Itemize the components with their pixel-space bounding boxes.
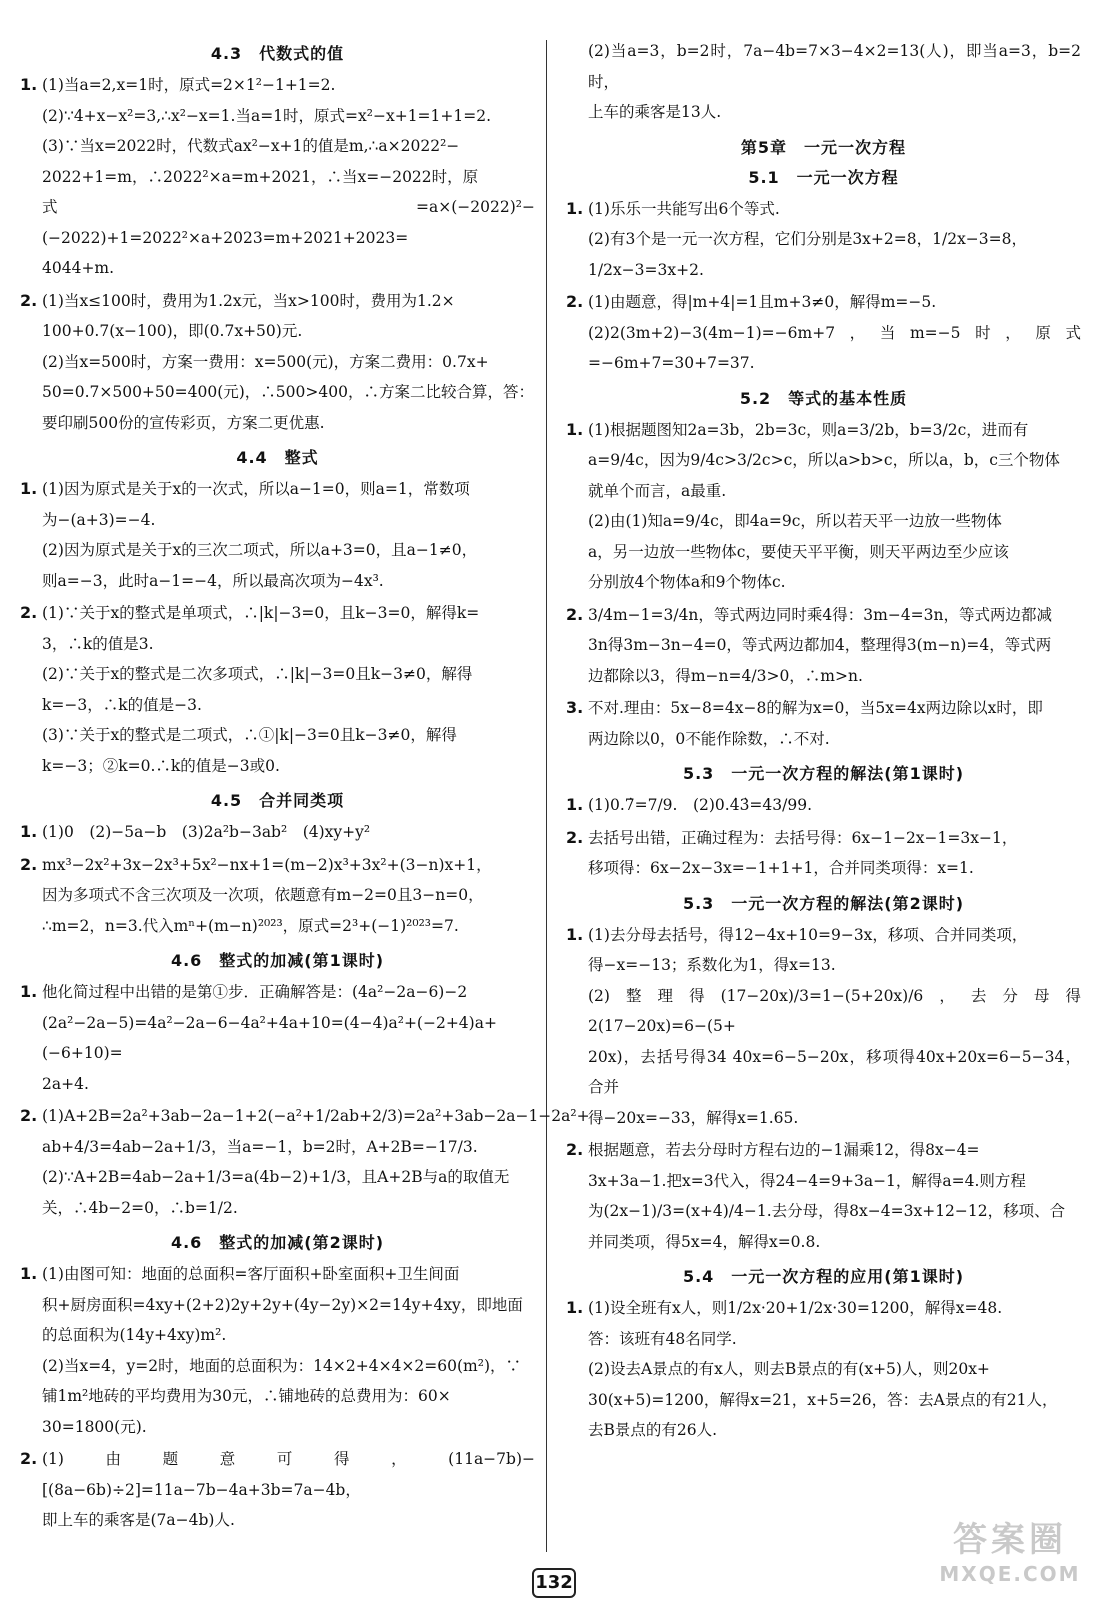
- answer-line: 即上车的乘客是(7a−4b)人.: [42, 1511, 235, 1529]
- answer-line: 得−20x=−33，解得x=1.65.: [588, 1108, 799, 1127]
- question-number: 1.: [566, 198, 584, 218]
- question-number: 2.: [566, 1140, 584, 1159]
- question-item: [566, 415, 1081, 598]
- answer-line: k=−3；②k=0.∴k的值是−3或0.: [42, 756, 280, 775]
- question-number: 2.: [566, 827, 584, 847]
- question-number: 2.: [20, 1106, 38, 1125]
- question-item: [20, 1259, 535, 1442]
- answer-line: a=9/4c，因为9/4c>3/2c>c，所以a>b>c，所以a，b，c三个物体: [588, 451, 1060, 469]
- section-title: 4.3 代数式的值: [210, 44, 345, 63]
- watermark-logo: [930, 1518, 1090, 1592]
- answer-line: 铺1m²地砖的平均费用为30元，∴铺地砖的总费用为：60×: [42, 1387, 451, 1405]
- answer-line: 为−(a+3)=−4.: [42, 510, 156, 529]
- question-item: [20, 1444, 535, 1536]
- question-number: 2.: [566, 292, 584, 311]
- answer-line: ∴m=2，n=3.代入mⁿ+(m−n)²⁰²³，原式=2³+(−1)²⁰²³=7.: [42, 916, 459, 935]
- answer-line: 20x)，去括号得34 40x=6−5−20x，移项得40x+20x=6−5−34，合并: [588, 1047, 1081, 1096]
- answer-line: (1)由题意可得，(11a−7b)−[(8a−6b)÷2]=11a−7b−4a+3b=7a−4b，: [42, 1450, 535, 1499]
- answer-line: (1)因为原式是关于x的一次式，所以a−1=0，则a=1，常数项: [42, 480, 470, 498]
- answer-line: (2)因为原式是关于x的三次二项式，所以a+3=0，且a−1≠0，: [42, 541, 478, 559]
- answer-line: 答：该班有48名同学.: [588, 1329, 737, 1348]
- question-item: [566, 1293, 1081, 1446]
- question-item: [20, 850, 535, 942]
- question-item: [20, 598, 535, 781]
- answer-line: (2)2(3m+2)−3(4m−1)=−6m+7，当m=−5时，原式=−6m+7=30+7=37.: [588, 323, 1081, 372]
- answer-line: mx³−2x²+3x−2x³+5x²−nx+1=(m−2)x³+3x²+(3−n)x+1，: [42, 855, 492, 874]
- answer-line: 两边除以0，0不能作除数，∴不对.: [588, 729, 830, 748]
- question-number: 1.: [20, 982, 38, 1001]
- section-title: 4.4 整式: [236, 448, 319, 467]
- answer-line: 关，∴4b−2=0，∴b=1/2.: [42, 1198, 238, 1217]
- answer-line: ab+4/3=4ab−2a+1/3，当a=−1，b=2时，A+2B=−17/3.: [42, 1137, 478, 1156]
- column-divider: [546, 40, 547, 1552]
- answer-line: 3，∴k的值是3.: [42, 634, 154, 653]
- answer-line: 100+0.7(x−100)，即(0.7x+50)元.: [42, 322, 303, 340]
- section-title: 5.3 一元一次方程的解法(第1课时): [682, 764, 965, 783]
- question-number: 1.: [566, 795, 584, 814]
- answer-line: 边都除以3，得m−n=4/3>0，∴m>n.: [588, 666, 863, 685]
- answer-line: (1)A+2B=2a²+3ab−2a−1+2(−a²+1/2ab+2/3)=2a²+3ab−2a−1−2a²+: [42, 1107, 590, 1125]
- answer-line: (1)0.7̇=7/9. (2)0.4̇3̇=43/99.: [588, 796, 813, 814]
- question-number: 2.: [20, 290, 38, 310]
- answer-line: a，另一边放一些物体c，要使天平平衡，则天平两边至少应该: [588, 542, 1009, 561]
- answer-line: (3)∵关于x的整式是二项式，∴①|k|−3=0且k−3≠0，解得: [42, 726, 457, 744]
- answer-line: 1/2x−3=3x+2.: [588, 260, 704, 279]
- answer-line: 3/4m−1=3/4n，等式两边同时乘4得：3m−4=3n，等式两边都减: [588, 605, 1053, 624]
- section-title: 4.5 合并同类项: [210, 791, 345, 810]
- chapter-title: 第5章 一元一次方程: [740, 137, 907, 157]
- answer-line: (2)当x=4，y=2时，地面的总面积为：14×2+4×4×2=60(m²)，∵: [42, 1356, 521, 1375]
- answer-line: 2a+4.: [42, 1074, 89, 1093]
- question-item: [566, 823, 1081, 884]
- answer-line: k=−3，∴k的值是−3.: [42, 695, 202, 714]
- continued-answer: [566, 36, 1081, 128]
- question-number: 1.: [566, 1298, 584, 1317]
- question-item: [566, 790, 1081, 821]
- watermark-logo-text: 答案圈: [953, 1520, 1067, 1560]
- answer-line: 3n得3m−3n−4=0，等式两边都加4，整理得3(m−n)=4，等式两: [588, 636, 1052, 654]
- answer-line: 2022+1=m，∴2022²×a=m+2021，∴当x=−2022时，原: [42, 167, 479, 186]
- answer-line: (1)当a=2,x=1时，原式=2×1²−1+1=2.: [42, 76, 336, 94]
- answer-line: (1)当x≤100时，费用为1.2x元，当x>100时，费用为1.2×: [42, 291, 455, 310]
- section-title: 4.6 整式的加减(第2课时): [170, 1233, 385, 1252]
- left-column: [20, 34, 590, 1538]
- answer-line: (2)当a=3，b=2时，7a−4b=7×3−4×2=13(人)，即当a=3，b=2时，: [588, 42, 1081, 91]
- question-item: [20, 70, 535, 284]
- question-number: 1.: [566, 419, 584, 439]
- answer-line: 30(x+5)=1200，解得x=21，x+5=26，答：去A景点的有21人，: [588, 1390, 1058, 1409]
- question-item: [566, 1135, 1081, 1257]
- question-number: 1.: [20, 479, 38, 498]
- section-title: 5.1 一元一次方程: [748, 167, 899, 187]
- answer-line: 去B景点的有26人.: [588, 1421, 718, 1439]
- answer-line: (2)由(1)知a=9/4c，即4a=9c，所以若天平一边放一些物体: [588, 512, 1002, 530]
- answer-line: (2)∵4+x−x²=3,∴x²−x=1.当a=1时，原式=x²−x+1=1+1=2.: [42, 106, 492, 125]
- section-title: 5.2 等式的基本性质: [739, 388, 908, 408]
- page-number: 132: [532, 1568, 576, 1598]
- answer-line: (2)整理得(17−20x)/3=1−(5+20x)/6，去分母得2(17−20x)=6−(5+: [588, 986, 1081, 1035]
- answer-line: (1)0 (2)−5a−b (3)2a²b−3ab² (4)xy+y²: [42, 823, 371, 841]
- answer-line: 30=1800(元).: [42, 1417, 147, 1436]
- section-title: 5.3 一元一次方程的解法(第2课时): [682, 893, 965, 913]
- answer-line: (1)根据题图知2a=3b，2b=3c，则a=3/2b，b=3/2c，进而有: [588, 420, 1029, 439]
- answer-line: 分别放4个物体a和9个物体c.: [588, 573, 786, 591]
- question-item: [20, 1101, 590, 1223]
- question-number: 1.: [20, 75, 38, 94]
- answer-line: 为(2x−1)/3=(x+4)/4−1.去分母，得8x−4=3x+12−12，移项、合: [588, 1202, 1066, 1220]
- answer-line: 就单个而言，a最重.: [588, 481, 727, 500]
- question-number: 2.: [20, 603, 38, 622]
- answer-line: (2)设去A景点的有x人，则去B景点的有(x+5)人，则20x+: [588, 1360, 990, 1378]
- section-title: 5.4 一元一次方程的应用(第1课时): [682, 1267, 965, 1286]
- question-item: [566, 600, 1081, 692]
- question-number: 1.: [20, 1264, 38, 1283]
- answer-line: 他化简过程中出错的是第①步．正确解答是：(4a²−2a−6)−2: [42, 983, 468, 1001]
- question-number: 2.: [20, 1449, 38, 1468]
- question-item: [20, 474, 535, 596]
- answer-line: (2)∵A+2B=4ab−2a+1/3=a(4b−2)+1/3，且A+2B与a的取值无: [42, 1168, 510, 1186]
- answer-line: (3)∵当x=2022时，代数式ax²−x+1的值是m,∴a×2022²−: [42, 137, 460, 155]
- question-item: [566, 194, 1081, 286]
- section-title: 4.6 整式的加减(第1课时): [170, 951, 385, 970]
- question-number: 2.: [20, 854, 38, 874]
- answer-line: 式=a×(−2022)²−(−2022)+1=2022²×a+2023=m+2021+2023=: [42, 198, 535, 247]
- answer-line: 则a=−3，此时a−1=−4，所以最高次项为−4x³.: [42, 571, 384, 590]
- answer-line: 积+厨房面积=4xy+(2+2)2y+2y+(4y−2y)×2=14y+4xy，即地面: [42, 1295, 523, 1314]
- answer-line: (1)乐乐一共能写出6个等式.: [588, 199, 780, 218]
- answer-line: (1)由题意，得|m+4|=1且m+3≠0，解得m=−5.: [588, 293, 937, 311]
- answer-line: (1)由图可知：地面的总面积=客厅面积+卧室面积+卫生间面: [42, 1265, 460, 1283]
- answer-line: 不对.理由：5x−8=4x−8的解为x=0，当5x=4x两边除以x时，即: [588, 699, 1043, 717]
- answer-line: 50=0.7×500+50=400(元)，∴500>400，∴方案二比较合算，答：: [42, 383, 534, 401]
- answer-line: 因为多项式不含三次项及一次项，依题意有m−2=0且3−n=0，: [42, 886, 484, 904]
- question-item: [20, 977, 535, 1099]
- answer-line: (1)设全班有x人，则1/2x·20+1/2x·30=1200，解得x=48.: [588, 1299, 1003, 1317]
- answer-line: (1)去分母去括号，得12−4x+10=9−3x，移项、合并同类项，: [588, 925, 1028, 944]
- question-number: 3.: [566, 698, 584, 717]
- answer-line: 并同类项，得5x=4，解得x=0.8.: [588, 1232, 821, 1251]
- answer-line: (2)有3个是一元一次方程，它们分别是3x+2=8，1/2x−3=8，: [588, 230, 1028, 248]
- question-number: 1.: [20, 822, 38, 841]
- right-column: [566, 34, 1081, 1448]
- question-item: [20, 817, 535, 848]
- answer-line: 4044+m.: [42, 259, 115, 277]
- answer-line: 去括号出错，正确过程为：去括号得：6x−1−2x−1=3x−1，: [588, 828, 1018, 847]
- question-item: [566, 287, 1081, 379]
- answer-line: 移项得：6x−2x−3x=−1+1+1，合并同类项得：x=1.: [588, 859, 974, 877]
- question-item: [566, 920, 1081, 1134]
- answer-line: (2)当x=500时，方案一费用：x=500(元)，方案二费用：0.7x+: [42, 352, 489, 371]
- question-number: 1.: [566, 924, 584, 944]
- answer-line: 根据题意，若去分母时方程右边的−1漏乘12，得8x−4=: [588, 1141, 980, 1159]
- answer-line: (2a²−2a−5)=4a²−2a−6−4a²+4a+10=(4−4)a²+(−2+4)a+(−6+10)=: [42, 1013, 497, 1062]
- answer-line: 3x+3a−1.把x=3代入，得24−4=9+3a−1，解得a=4.则方程: [588, 1171, 1026, 1190]
- question-item: [566, 693, 1081, 754]
- answer-line: 的总面积为(14y+4xy)m².: [42, 1326, 227, 1344]
- watermark-site-text: MXQE.COM: [939, 1562, 1081, 1586]
- answer-line: (1)∵关于x的整式是单项式，∴|k|−3=0，且k−3=0，解得k=: [42, 604, 480, 622]
- answer-line: (2)∵关于x的整式是二次多项式，∴|k|−3=0且k−3≠0，解得: [42, 665, 473, 683]
- question-item: [20, 286, 535, 439]
- answer-line: 上车的乘客是13人.: [588, 103, 722, 121]
- question-number: 2.: [566, 604, 584, 624]
- answer-line: 得−x=−13；系数化为1，得x=13.: [588, 956, 836, 974]
- answer-line: 要印刷500份的宣传彩页，方案二更优惠.: [42, 413, 325, 432]
